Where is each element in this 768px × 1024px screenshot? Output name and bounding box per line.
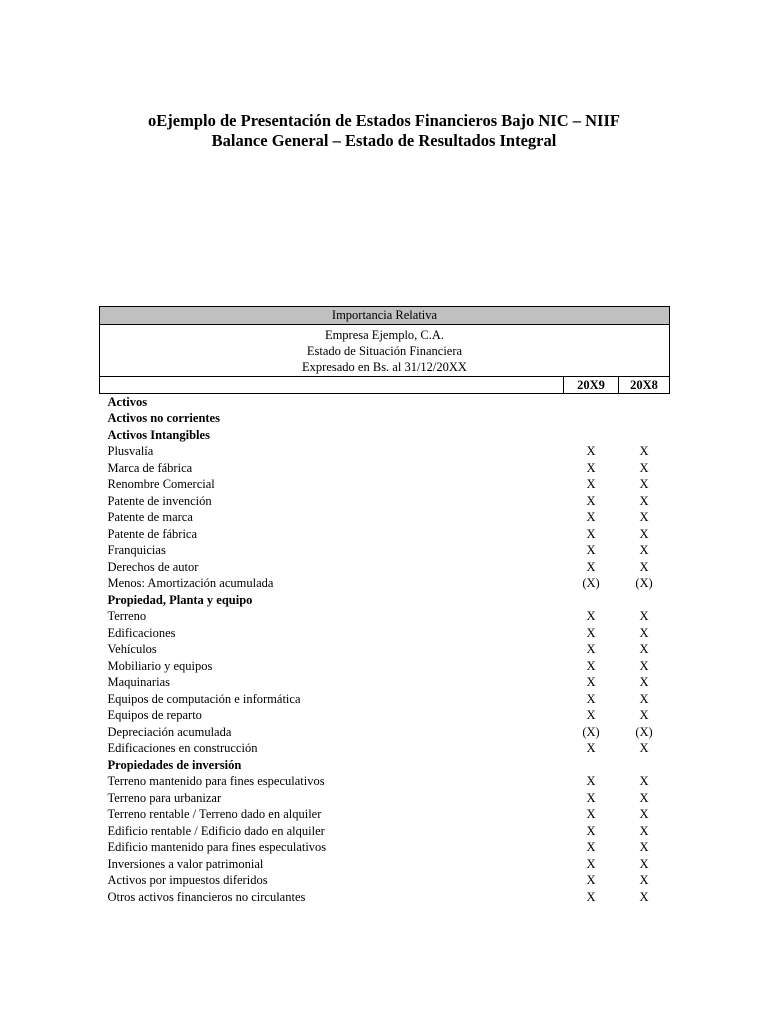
year-header-row [100,376,670,393]
year-header-prior: 20X8 [619,376,670,393]
statement-name: Estado de Situación Financiera [306,343,463,358]
account-label: Equipos de computación e informática [107,691,301,706]
value-current-year: X [586,642,596,656]
value-prior-year: X [639,741,649,755]
account-label: Menos: Amortización acumulada [107,576,274,590]
value-prior-year: X [639,609,649,623]
account-label: Patente de invención [107,493,212,508]
title-line-1: oEjemplo de Presentación de Estados Financieros Bajo NIC – NIIF [148,111,620,130]
value-current-year: X [586,444,596,458]
table-row [100,889,670,906]
table-row [100,476,670,493]
account-label: Terreno [107,609,147,623]
section-heading: Propiedad, Planta y equipo [107,592,253,607]
account-label: Marca de fábrica [107,460,193,475]
value-prior-year: X [639,658,649,673]
table-row [100,493,670,510]
table-row [100,658,670,675]
account-label: Edificio mantenido para fines especulativos [107,840,327,854]
value-prior-year [619,757,670,774]
company-header [100,324,670,376]
value-current-year: X [586,873,596,887]
value-prior-year: X [639,774,649,788]
table-row [100,707,670,724]
table-row [100,443,670,460]
value-prior-year: X [639,708,649,722]
value-current-year: X [586,708,596,722]
expressed-in: Expresado en Bs. al 31/12/20XX [302,359,467,374]
table-row [100,806,670,823]
account-label: Inversiones a valor patrimonial [107,856,264,871]
account-label: Franquicias [107,543,166,557]
value-prior-year: X [639,790,649,805]
value-prior-year: X [639,526,649,541]
value-prior-year: X [639,543,649,557]
account-label: Edificaciones en construcción [107,741,258,755]
section-heading: Activos no corrientes [107,411,220,425]
table-row [100,641,670,658]
value-current-year [564,393,619,410]
section-heading: Propiedades de inversión [107,757,242,772]
value-current-year: X [586,658,596,673]
value-current-year: X [586,510,596,524]
value-prior-year [619,592,670,609]
account-label: Terreno para urbanizar [107,790,222,805]
value-prior-year: (X) [635,724,653,739]
account-label: Depreciación acumulada [107,724,232,739]
table-row [100,542,670,559]
value-prior-year: X [639,444,649,458]
account-label: Otros activos financieros no circulantes [107,889,306,904]
value-prior-year: X [639,807,649,821]
value-prior-year: X [639,559,649,574]
value-current-year: X [586,691,596,706]
company-header-row [100,324,670,376]
value-prior-year: X [639,477,649,491]
account-label: Equipos de reparto [107,708,202,722]
value-current-year [564,592,619,609]
value-prior-year: X [639,691,649,706]
financial-statement-table [99,306,670,905]
value-current-year: X [586,543,596,557]
account-label: Vehículos [107,642,157,656]
table-row [100,839,670,856]
table-row [100,608,670,625]
value-prior-year: X [639,675,649,689]
value-current-year: X [586,493,596,508]
materiality-band: Importancia Relativa [100,307,670,325]
value-prior-year: X [639,889,649,904]
value-prior-year: X [639,625,649,640]
value-current-year: X [586,774,596,788]
table-row [100,674,670,691]
value-prior-year: X [639,460,649,475]
table-row [100,740,670,757]
value-prior-year: X [639,510,649,524]
table-row [100,625,670,642]
value-current-year: X [586,477,596,491]
value-current-year: X [586,790,596,805]
account-label: Maquinarias [107,675,170,689]
section-heading: Activos [107,394,148,409]
table-body [100,393,670,905]
account-label: Edificio rentable / Edificio dado en alquiler [107,823,325,838]
value-current-year: X [586,526,596,541]
value-prior-year: X [639,493,649,508]
value-current-year: X [586,625,596,640]
table-row [100,460,670,477]
table-row [100,823,670,840]
account-label: Terreno mantenido para fines especulativos [107,774,325,788]
value-current-year: X [586,460,596,475]
table-row [100,724,670,741]
table-row [100,526,670,543]
value-current-year: (X) [582,576,600,590]
table-row [100,856,670,873]
materiality-band-row [100,307,670,325]
value-prior-year: X [639,856,649,871]
section-heading-row [100,592,670,609]
section-heading: Activos Intangibles [107,427,210,442]
section-heading-row [100,393,670,410]
value-current-year: X [586,823,596,838]
value-current-year: (X) [582,724,600,739]
value-current-year [564,427,619,444]
value-prior-year: X [639,840,649,854]
account-label: Renombre Comercial [107,477,215,491]
value-prior-year [619,393,670,410]
year-header-current: 20X9 [564,376,619,393]
account-label: Edificaciones [107,625,176,640]
value-current-year: X [586,559,596,574]
value-prior-year: X [639,823,649,838]
value-current-year: X [586,856,596,871]
value-prior-year: X [639,873,649,887]
table-row [100,773,670,790]
account-label: Patente de fábrica [107,526,198,541]
value-prior-year: X [639,642,649,656]
value-current-year: X [586,741,596,755]
value-current-year [564,410,619,427]
value-prior-year [619,427,670,444]
table-row [100,559,670,576]
year-header-blank [100,376,564,393]
value-current-year: X [586,807,596,821]
value-current-year: X [586,675,596,689]
account-label: Plusvalía [107,444,154,458]
value-current-year: X [586,840,596,854]
account-label: Derechos de autor [107,559,199,574]
table-row [100,691,670,708]
title-line-2: Balance General – Estado de Resultados Integral [211,131,557,150]
section-heading-row [100,410,670,427]
account-label: Patente de marca [107,510,193,524]
account-label: Terreno rentable / Terreno dado en alquiler [107,807,322,821]
document-title [0,111,768,151]
table-row [100,509,670,526]
section-heading-row [100,757,670,774]
table-row [100,575,670,592]
value-current-year [564,757,619,774]
value-current-year: X [586,609,596,623]
account-label: Mobiliario y equipos [107,658,213,673]
value-prior-year [619,410,670,427]
account-label: Activos por impuestos diferidos [107,873,268,887]
section-heading-row [100,427,670,444]
table-row [100,790,670,807]
value-prior-year: (X) [635,576,653,590]
company-name: Empresa Ejemplo, C.A. [324,327,445,342]
table-row [100,872,670,889]
value-current-year: X [586,889,596,904]
